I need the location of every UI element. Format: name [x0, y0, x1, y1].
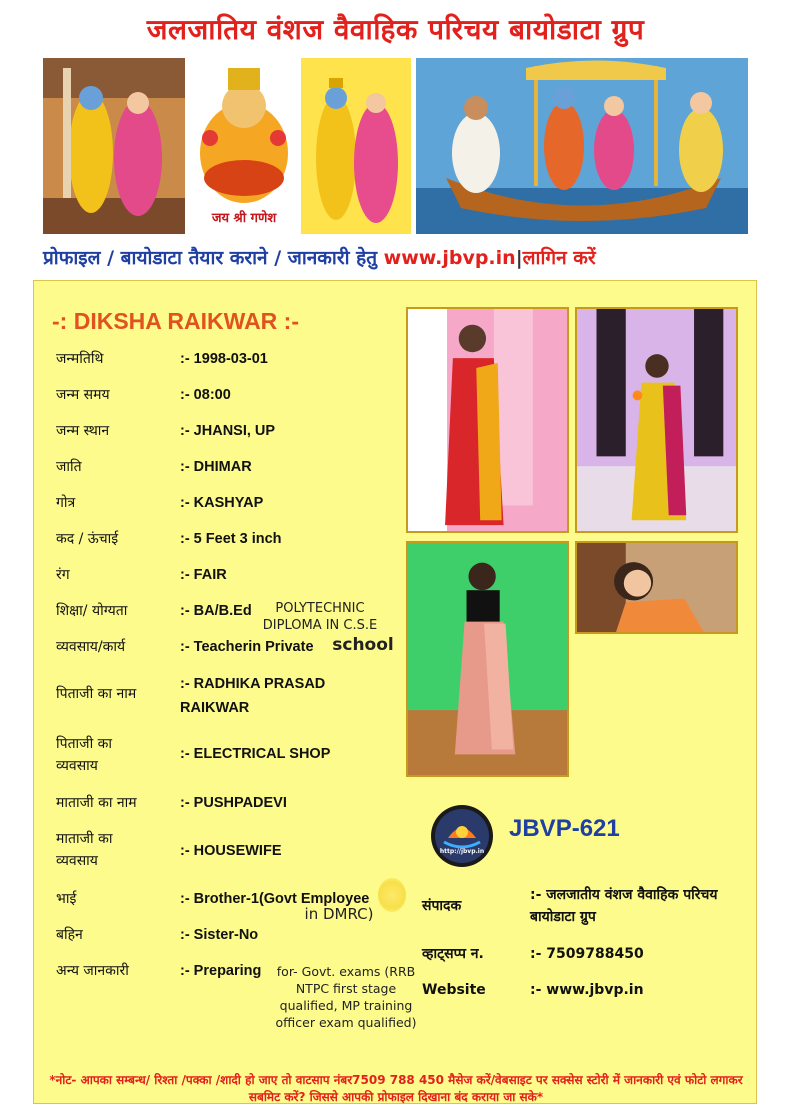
ink-smudge	[378, 878, 406, 912]
field-value: :- PUSHPADEVI	[180, 795, 287, 811]
field-label: शिक्षा/ योग्यता	[56, 603, 128, 619]
field-label: माताजी का नाम	[56, 795, 137, 811]
field-label: गोत्र	[56, 495, 76, 511]
field-value: :- Preparing	[180, 963, 262, 979]
profile-photo-2	[575, 307, 738, 533]
education-handwritten-note: POLYTECHNIC DIPLOMA IN C.S.E	[262, 601, 378, 633]
field-label: कद / ऊंचाई	[56, 531, 119, 547]
field-label: रंग	[56, 567, 70, 583]
jbvp-logo	[430, 804, 494, 868]
ganesh-caption: जय श्री गणेश	[211, 211, 277, 226]
devotional-banner	[43, 58, 748, 234]
profile-photo-4	[575, 541, 738, 634]
field-label: माताजी का व्यवसाय	[56, 831, 113, 869]
logo-text: http://jbvp.in	[439, 848, 485, 855]
whatsapp-value: :- 7509788450	[530, 946, 644, 962]
field-label: पिताजी का व्यवसाय	[56, 736, 113, 774]
profile-name: -: DIKSHA RAIKWAR :-	[52, 308, 300, 334]
field-value: :- 5 Feet 3 inch	[180, 531, 282, 547]
field-value: :- BA/B.Ed	[180, 603, 252, 619]
profile-photo-1	[406, 307, 569, 533]
other-info-handwritten-note: for- Govt. exams (RRB NTPC first stage qualified, MP training officer exam qualified)	[275, 964, 417, 1030]
field-value: :- Brother-1(Govt Employee	[180, 891, 370, 907]
whatsapp-label: व्हाट्सप्प न.	[422, 946, 484, 962]
banner-separator: |	[515, 247, 523, 269]
profile-id: JBVP-621	[509, 815, 620, 842]
occupation-handwritten-note: school	[332, 635, 394, 655]
editor-value: :- जलजातीय वंशज वैवाहिक परिचय बायोडाटा ग्रुप	[530, 887, 718, 925]
field-label: व्यवसाय/कार्य	[56, 639, 126, 655]
info-banner-text: प्रोफाइल / बायोडाटा तैयार कराने / जानकारी हेतु	[43, 247, 384, 269]
ram-sita-image-2	[301, 58, 411, 234]
login-link[interactable]: लागिन करें	[522, 247, 596, 269]
editor-label: संपादक	[422, 898, 462, 914]
website-link[interactable]: www.jbvp.in	[383, 247, 516, 269]
field-value: :- ELECTRICAL SHOP	[180, 746, 331, 762]
ram-sita-image-1	[43, 58, 185, 234]
field-value: :- Teacherin Private	[180, 639, 314, 655]
website-label: Website	[422, 982, 486, 998]
field-value: :- JHANSI, UP	[180, 423, 276, 439]
page-title: जलजातिय वंशज वैवाहिक परिचय बायोडाटा ग्रुप	[146, 13, 645, 46]
field-label: जाति	[56, 459, 82, 475]
field-label: अन्य जानकारी	[56, 963, 129, 979]
field-value: :- RADHIKA PRASAD RAIKWAR	[180, 676, 326, 716]
field-value: :- DHIMAR	[180, 459, 252, 475]
field-label: जन्म स्थान	[56, 423, 110, 439]
field-label: पिताजी का नाम	[56, 686, 137, 702]
field-value: :- FAIR	[180, 567, 227, 583]
field-value: :- 08:00	[180, 387, 231, 403]
field-label: भाई	[56, 891, 77, 907]
field-label: जन्म समय	[56, 387, 110, 403]
field-label: बहिन	[56, 927, 83, 943]
footer-note: *नोट- आपका सम्बन्ध/ रिश्ता /पक्का /शादी हो जाए तो वाटसाप नंबर7509 788 450 मैसेज करें/वेबसाइट पर सक्सेस स्टोरी में जानकारी एवं फोटो लगाकर सबमिट करें? जिससे आपकी प्रोफाइल दिखाना बंद कराया जा सके*	[49, 1073, 743, 1104]
website-value[interactable]: :- www.jbvp.in	[530, 982, 644, 998]
profile-photo-3	[406, 541, 569, 777]
brother-handwritten-note: in DMRC)	[304, 905, 374, 923]
field-value: :- 1998-03-01	[180, 351, 268, 367]
info-banner	[43, 244, 763, 270]
field-value: :- HOUSEWIFE	[180, 843, 282, 859]
field-label: जन्मतिथि	[56, 351, 104, 367]
field-value: :- KASHYAP	[180, 495, 264, 511]
field-value: :- Sister-No	[180, 927, 259, 943]
boat-scene-image	[416, 58, 748, 234]
